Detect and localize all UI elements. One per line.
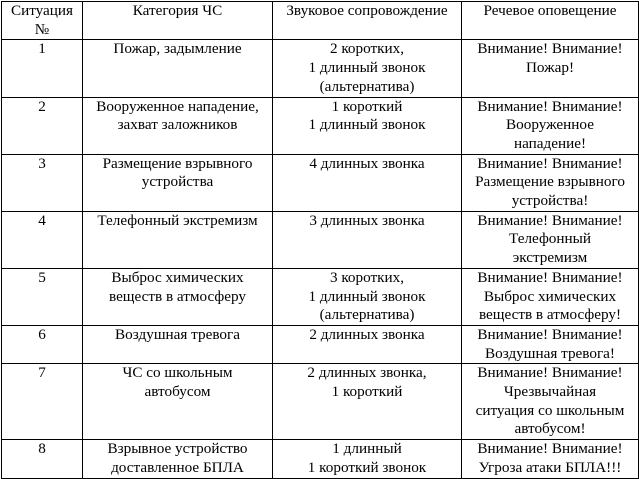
- speech-cell: [462, 40, 639, 97]
- cell-text: Внимание! Внимание!: [477, 97, 623, 115]
- cell-text: веществ в атмосферу: [108, 287, 246, 305]
- sound-cell: [273, 40, 462, 97]
- cell-text: 3 коротких,: [329, 268, 405, 286]
- table-row: [2, 325, 639, 363]
- cell-text: Размещение взрывного: [102, 154, 253, 172]
- header-text: Звуковое сопровождение: [286, 2, 448, 19]
- category-cell: [83, 97, 273, 154]
- cell-text: Пожар, задымление: [113, 40, 242, 58]
- sound-cell: [273, 268, 462, 325]
- sound-cell: [273, 440, 462, 478]
- table-header-row: [2, 2, 639, 40]
- situation-number-cell: [2, 97, 83, 154]
- header-speech: [462, 2, 639, 40]
- table-row: [2, 364, 639, 440]
- cell-text: 7: [38, 364, 46, 382]
- cell-text: 1 длинный звонок: [308, 287, 426, 305]
- cell-text: 4 длинных звонка: [309, 154, 425, 172]
- cell-text: 3 длинных звонка: [309, 211, 425, 229]
- cell-text: 1 короткий звонок: [307, 459, 427, 477]
- header-category: [83, 2, 273, 40]
- speech-cell: [462, 154, 639, 211]
- cell-text: 1 длинный звонок: [308, 59, 426, 77]
- category-cell: [83, 325, 273, 363]
- cell-text: Внимание! Внимание!: [477, 40, 623, 58]
- situation-number-cell: [2, 364, 83, 440]
- sound-cell: [273, 97, 462, 154]
- cell-text: Телефонный: [509, 230, 591, 248]
- cell-text: (альтернатива): [319, 306, 415, 324]
- cell-text: экстремизм: [512, 249, 588, 267]
- cell-text: Внимание! Внимание!: [477, 268, 623, 286]
- cell-text: 2 длинных звонка: [309, 325, 425, 343]
- cell-text: ЧС со школьным: [122, 364, 233, 382]
- cell-text: 4: [38, 211, 46, 229]
- header-text: Ситуация: [10, 2, 74, 19]
- situation-number-cell: [2, 325, 83, 363]
- cell-text: Взрывное устройство: [107, 440, 248, 458]
- cell-text: Выброс химических: [483, 287, 617, 305]
- table-row: [2, 40, 639, 97]
- cell-text: 6: [38, 325, 46, 343]
- table-row: [2, 211, 639, 268]
- sound-cell: [273, 364, 462, 440]
- cell-text: 1 короткий: [331, 97, 403, 115]
- cell-text: 8: [38, 440, 46, 458]
- cell-text: 1 длинный: [332, 440, 402, 458]
- cell-text: 2: [38, 97, 46, 115]
- cell-text: веществ в атмосферу!: [478, 306, 622, 324]
- cell-text: Чрезвычайная: [503, 383, 597, 401]
- cell-text: Внимание! Внимание!: [477, 440, 623, 458]
- cell-text: Вооруженное нападение,: [96, 97, 259, 115]
- cell-text: Телефонный экстремизм: [97, 211, 258, 229]
- speech-cell: [462, 440, 639, 478]
- sound-cell: [273, 325, 462, 363]
- situation-number-cell: [2, 211, 83, 268]
- cell-text: Размещение взрывного: [475, 173, 625, 191]
- header-sound: [273, 2, 462, 40]
- category-cell: [83, 364, 273, 440]
- table-row: [2, 440, 639, 478]
- cell-text: 5: [38, 268, 46, 286]
- cell-text: автобусом: [144, 383, 211, 401]
- sound-cell: [273, 211, 462, 268]
- cell-text: 2 длинных звонка,: [307, 364, 427, 382]
- cell-text: 2 коротких,: [329, 40, 405, 58]
- category-cell: [83, 154, 273, 211]
- category-cell: [83, 440, 273, 478]
- cell-text: устройства: [141, 173, 214, 191]
- cell-text: автобусом!: [514, 420, 586, 438]
- emergency-alert-table: [1, 1, 639, 479]
- table-row: [2, 268, 639, 325]
- header-situation-number: [2, 2, 83, 40]
- category-cell: [83, 40, 273, 97]
- cell-text: захват заложников: [117, 116, 238, 134]
- speech-cell: [462, 325, 639, 363]
- cell-text: 1 длинный звонок: [308, 116, 426, 134]
- cell-text: Внимание! Внимание!: [477, 325, 623, 343]
- category-cell: [83, 211, 273, 268]
- speech-cell: [462, 364, 639, 440]
- cell-text: Воздушная тревога!: [485, 344, 615, 362]
- situation-number-cell: [2, 268, 83, 325]
- situation-number-cell: [2, 40, 83, 97]
- cell-text: Внимание! Внимание!: [477, 364, 623, 382]
- cell-text: устройства!: [511, 192, 589, 210]
- situation-number-cell: [2, 154, 83, 211]
- speech-cell: [462, 97, 639, 154]
- header-text: Речевое оповещение: [483, 2, 617, 19]
- cell-text: доставленное БПЛА: [111, 459, 244, 477]
- speech-cell: [462, 268, 639, 325]
- cell-text: 1 короткий: [331, 383, 403, 401]
- sound-cell: [273, 154, 462, 211]
- cell-text: Угроза атаки БПЛА!!!: [478, 459, 622, 477]
- cell-text: Вооруженное: [506, 116, 594, 134]
- speech-cell: [462, 211, 639, 268]
- cell-text: Выброс химических: [111, 268, 244, 286]
- table-row: [2, 154, 639, 211]
- table-row: [2, 97, 639, 154]
- cell-text: Внимание! Внимание!: [477, 154, 623, 172]
- cell-text: Пожар!: [525, 59, 575, 77]
- header-text: №: [34, 20, 50, 38]
- cell-text: (альтернатива): [319, 77, 415, 95]
- header-text: Категория ЧС: [132, 2, 223, 19]
- cell-text: 3: [38, 154, 46, 172]
- cell-text: нападение!: [513, 134, 587, 152]
- category-cell: [83, 268, 273, 325]
- cell-text: Воздушная тревога: [115, 325, 240, 343]
- cell-text: ситуация со школьным: [475, 401, 625, 419]
- cell-text: 1: [38, 40, 46, 58]
- situation-number-cell: [2, 440, 83, 478]
- cell-text: Внимание! Внимание!: [477, 211, 623, 229]
